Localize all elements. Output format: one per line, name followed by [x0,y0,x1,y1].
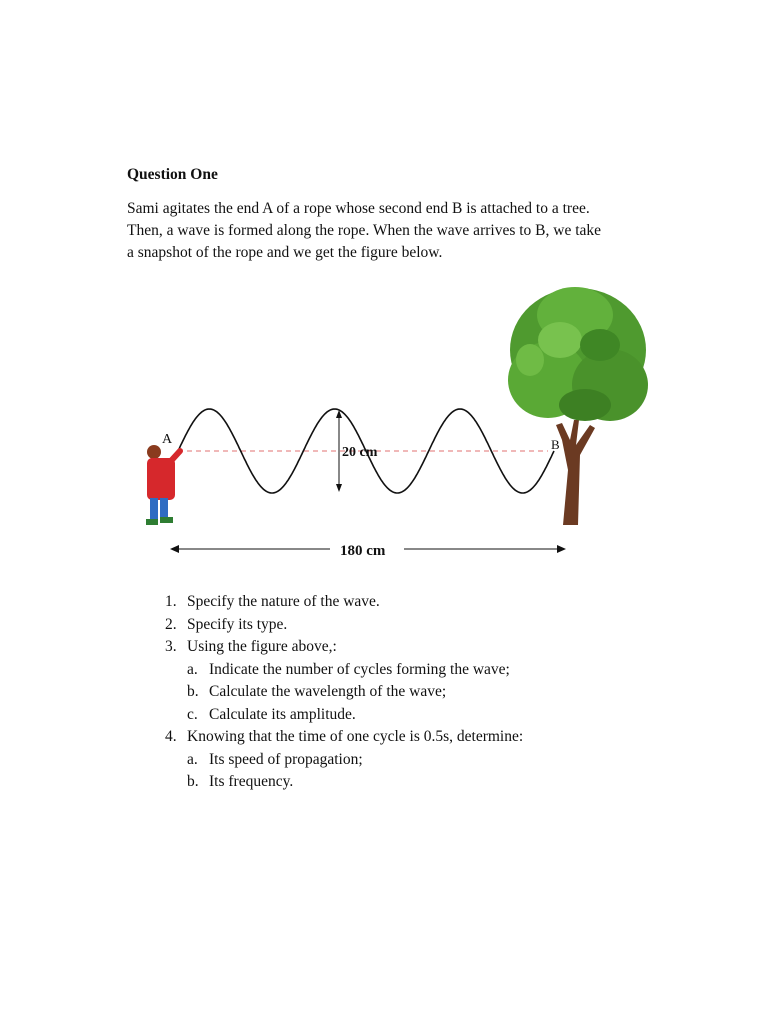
question-item: 4. Knowing that the time of one cycle is 0.5s, determine: [165,728,524,745]
boy-icon [146,445,180,525]
amplitude-label: 20 cm [342,445,378,460]
intro-line: Then, a wave is formed along the rope. When the wave arrives to B, we take [127,222,602,239]
intro-line: a snapshot of the rope and we get the figure below. [127,244,443,261]
question-heading: Question One [127,166,218,183]
sub-question-item: c. Calculate its amplitude. [187,705,356,723]
sub-question-item: b. Calculate the wavelength of the wave; [187,683,447,700]
length-label: 180 cm [340,543,386,559]
question-list [165,591,523,794]
question-item: 1. Specify the nature of the wave. [165,593,380,610]
intro-line: Sami agitates the end A of a rope whose second end B is attached to a tree. [127,200,590,217]
tree-foliage-icon [508,287,648,421]
tree-trunk [556,420,595,525]
point-b-label: B [551,437,560,452]
sub-question-item: a. Indicate the number of cycles forming the wave; [187,660,510,678]
point-a-label: A [162,432,173,447]
sub-question-item: a. Its speed of propagation; [187,750,363,768]
intro-paragraph [127,198,667,264]
question-item: 3. Using the figure above,: [165,638,337,655]
wave-figure [0,280,768,570]
question-item: 2. Specify its type. [165,615,288,633]
sub-question-item: b. Its frequency. [187,773,294,790]
